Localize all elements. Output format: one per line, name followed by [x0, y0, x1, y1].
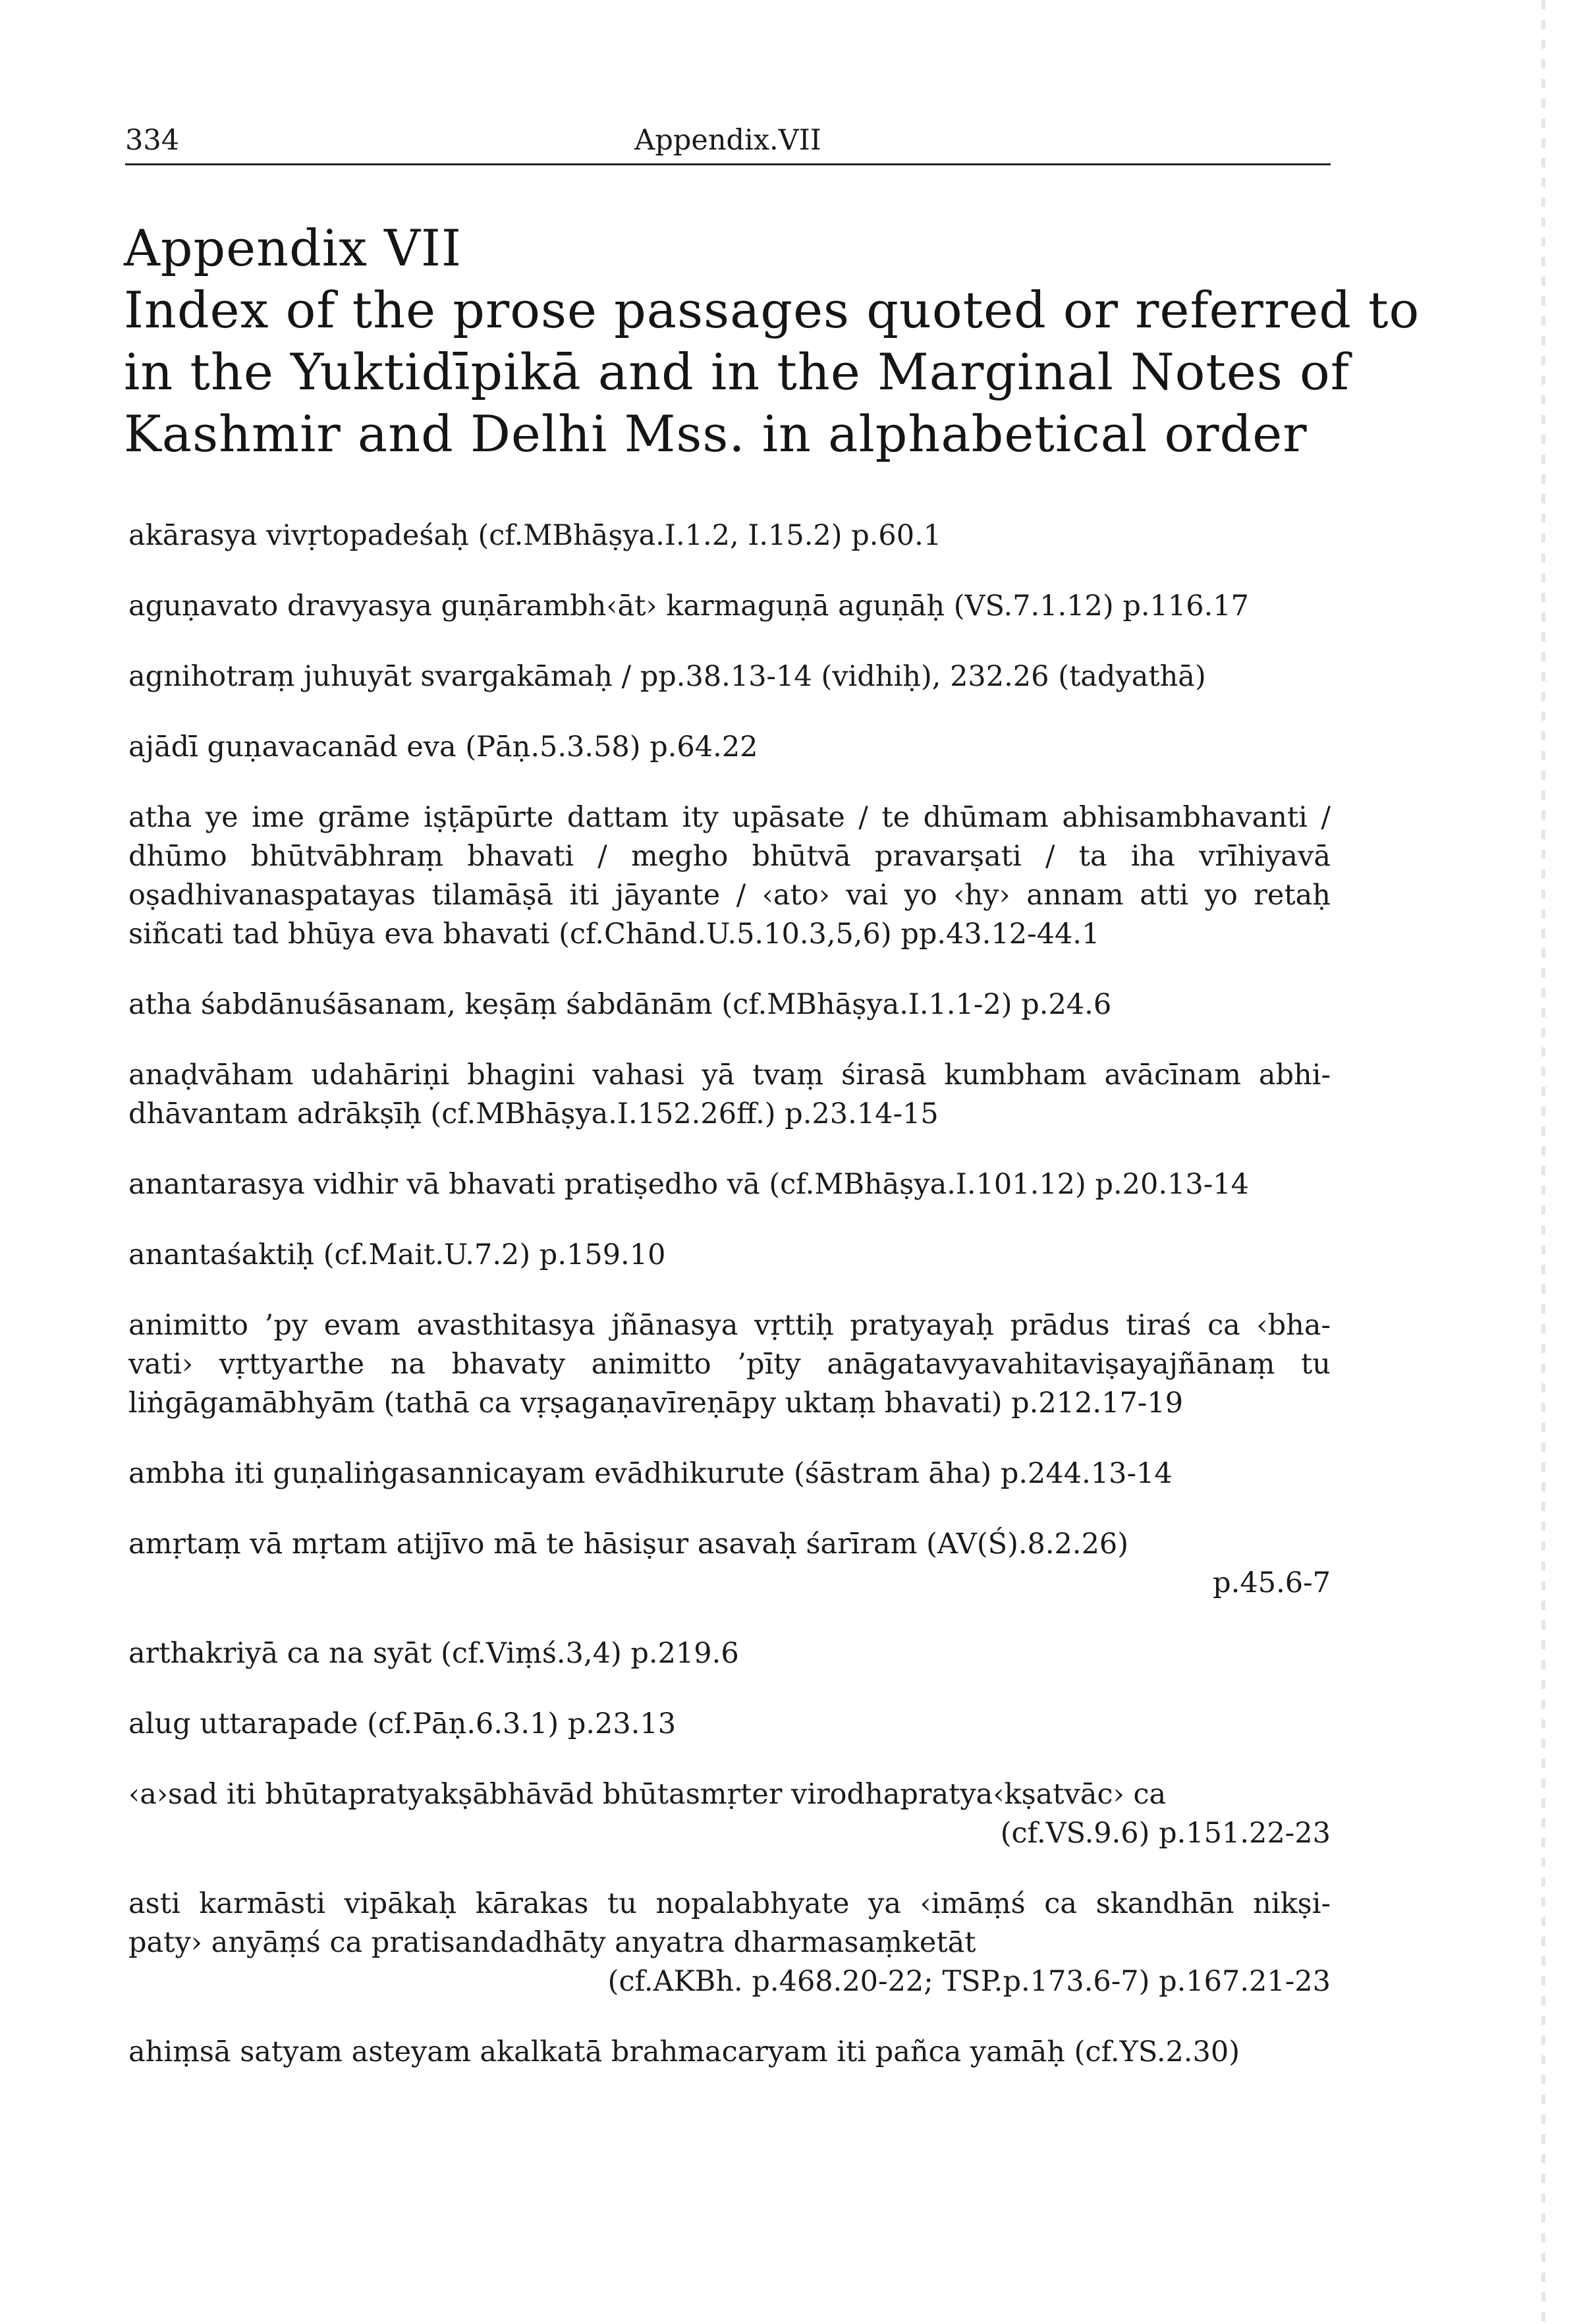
entry-line: dhūmo bhūtvābhraṃ bhavati / megho bhūtvā pravarṣati / ta iha vrīhiyavā	[128, 840, 1331, 873]
entry-line: ajādī guṇavacanād eva (Pāṇ.5.3.58) p.64.22	[128, 731, 758, 763]
entry-line: alug uttarapade (cf.Pāṇ.6.3.1) p.23.13	[128, 1707, 677, 1740]
entry-line: anantarasya vidhir vā bhavati pratiṣedho vā (cf.MBhāṣya.I.101.12) p.20.13-14	[128, 1168, 1250, 1201]
entry-line: anaḍvāham udahāriṇi bhagini vahasi yā tvaṃ śirasā kumbham avācīnam abhi-	[128, 1059, 1331, 1092]
entry-line: siñcati tad bhūya eva bhavati (cf.Chānd.U.5.10.3,5,6) pp.43.12-44.1	[128, 918, 1100, 951]
entry-line: atha ye ime grāme iṣṭāpūrte dattam ity upāsate / te dhūmam abhisambhavanti /	[128, 801, 1331, 834]
entry-line: aguṇavato dravyasya guṇārambh‹āt› karmaguṇā aguṇāḥ (VS.7.1.12) p.116.17	[128, 590, 1249, 622]
index-entry	[128, 728, 1331, 767]
entry-page-ref: p.45.6-7	[1213, 1566, 1331, 1599]
entry-line: ambha iti guṇaliṅgasannicayam evādhikurute (śāstram āha) p.244.13-14	[128, 1457, 1173, 1490]
index-entry	[128, 1705, 1331, 1744]
index-entry	[128, 516, 1331, 555]
index-entry	[128, 985, 1331, 1024]
entry-line: paty› anyāṃś ca pratisandadhāty anyatra dharmasaṃketāt	[128, 1926, 976, 1959]
scan-edge-mark	[1541, 0, 1545, 2324]
entry-page-ref: (cf.VS.9.6) p.151.22-23	[1000, 1817, 1331, 1850]
appendix-title	[124, 217, 1420, 465]
index-entry	[128, 1885, 1331, 2001]
entry-line: oṣadhivanaspatayas tilamāṣā iti jāyante / ‹ato› vai yo ‹hy› annam atti yo retaḥ	[128, 879, 1331, 912]
running-header	[125, 124, 1331, 165]
index-entry	[128, 587, 1331, 626]
title-line: Kashmir and Delhi Mss. in alphabetical order	[124, 404, 1308, 463]
title-line: Appendix VII	[124, 219, 462, 277]
entry-line: akārasya vivṛtopadeśaḥ (cf.MBhāṣya.I.1.2, I.15.2) p.60.1	[128, 519, 942, 552]
entry-line: dhāvantam adrākṣīḥ (cf.MBhāṣya.I.152.26ff.) p.23.14-15	[128, 1097, 939, 1130]
index-entry	[128, 798, 1331, 954]
index-entry	[128, 1775, 1331, 1853]
title-line: Index of the prose passages quoted or referred to	[124, 281, 1420, 339]
entry-line: amṛtaṃ vā mṛtam atijīvo mā te hāsiṣur asavaḥ śarīram (AV(Ś).8.2.26)	[128, 1528, 1129, 1561]
index-entry	[128, 1634, 1331, 1673]
index-entry	[128, 1056, 1331, 1134]
entry-line: arthakriyā ca na syāt (cf.Viṃś.3,4) p.219.6	[128, 1637, 739, 1670]
entry-line: animitto ’py evam avasthitasya jñānasya vṛttiḥ pratyayaḥ prādus tiraś ca ‹bha-	[128, 1309, 1331, 1342]
entry-line: anantaśaktiḥ (cf.Mait.U.7.2) p.159.10	[128, 1238, 666, 1271]
index-entry	[128, 657, 1331, 696]
entry-line: agnihotraṃ juhuyāt svargakāmaḥ / pp.38.13-14 (vidhiḥ), 232.26 (tadyathā)	[128, 660, 1206, 693]
entry-line: atha śabdānuśāsanam, keṣāṃ śabdānām (cf.MBhāṣya.I.1.1-2) p.24.6	[128, 988, 1112, 1021]
index-entry	[128, 1525, 1331, 1603]
index-entries	[128, 516, 1331, 2103]
entry-page-ref: (cf.AKBh. p.468.20-22; TSP.p.173.6-7) p.167.21-23	[607, 1965, 1331, 1998]
entry-line: ‹a›sad iti bhūtapratyakṣābhāvād bhūtasmṛter virodhapratya‹kṣatvāc› ca	[128, 1778, 1167, 1811]
entry-line: liṅgāgamābhyām (tathā ca vṛṣagaṇavīreṇāpy uktaṃ bhavati) p.212.17-19	[128, 1387, 1184, 1420]
entry-line: vati› vṛttyarthe na bhavaty animitto ’pīty anāgatavyavahitaviṣayajñānaṃ tu	[128, 1348, 1331, 1381]
index-entry	[128, 1165, 1331, 1204]
entry-line: asti karmāsti vipākaḥ kārakas tu nopalabhyate ya ‹imāṃś ca skandhān nikṣi-	[128, 1887, 1331, 1920]
index-entry	[128, 1306, 1331, 1423]
running-title: Appendix.VII	[634, 124, 821, 157]
page-number: 334	[125, 124, 180, 157]
title-line: in the Yuktidīpikā and in the Marginal Notes of	[124, 343, 1350, 401]
index-entry	[128, 2033, 1331, 2072]
index-entry	[128, 1454, 1331, 1493]
entry-line: ahiṃsā satyam asteyam akalkatā brahmacaryam iti pañca yamāḥ (cf.YS.2.30)	[128, 2035, 1240, 2068]
index-entry	[128, 1236, 1331, 1275]
